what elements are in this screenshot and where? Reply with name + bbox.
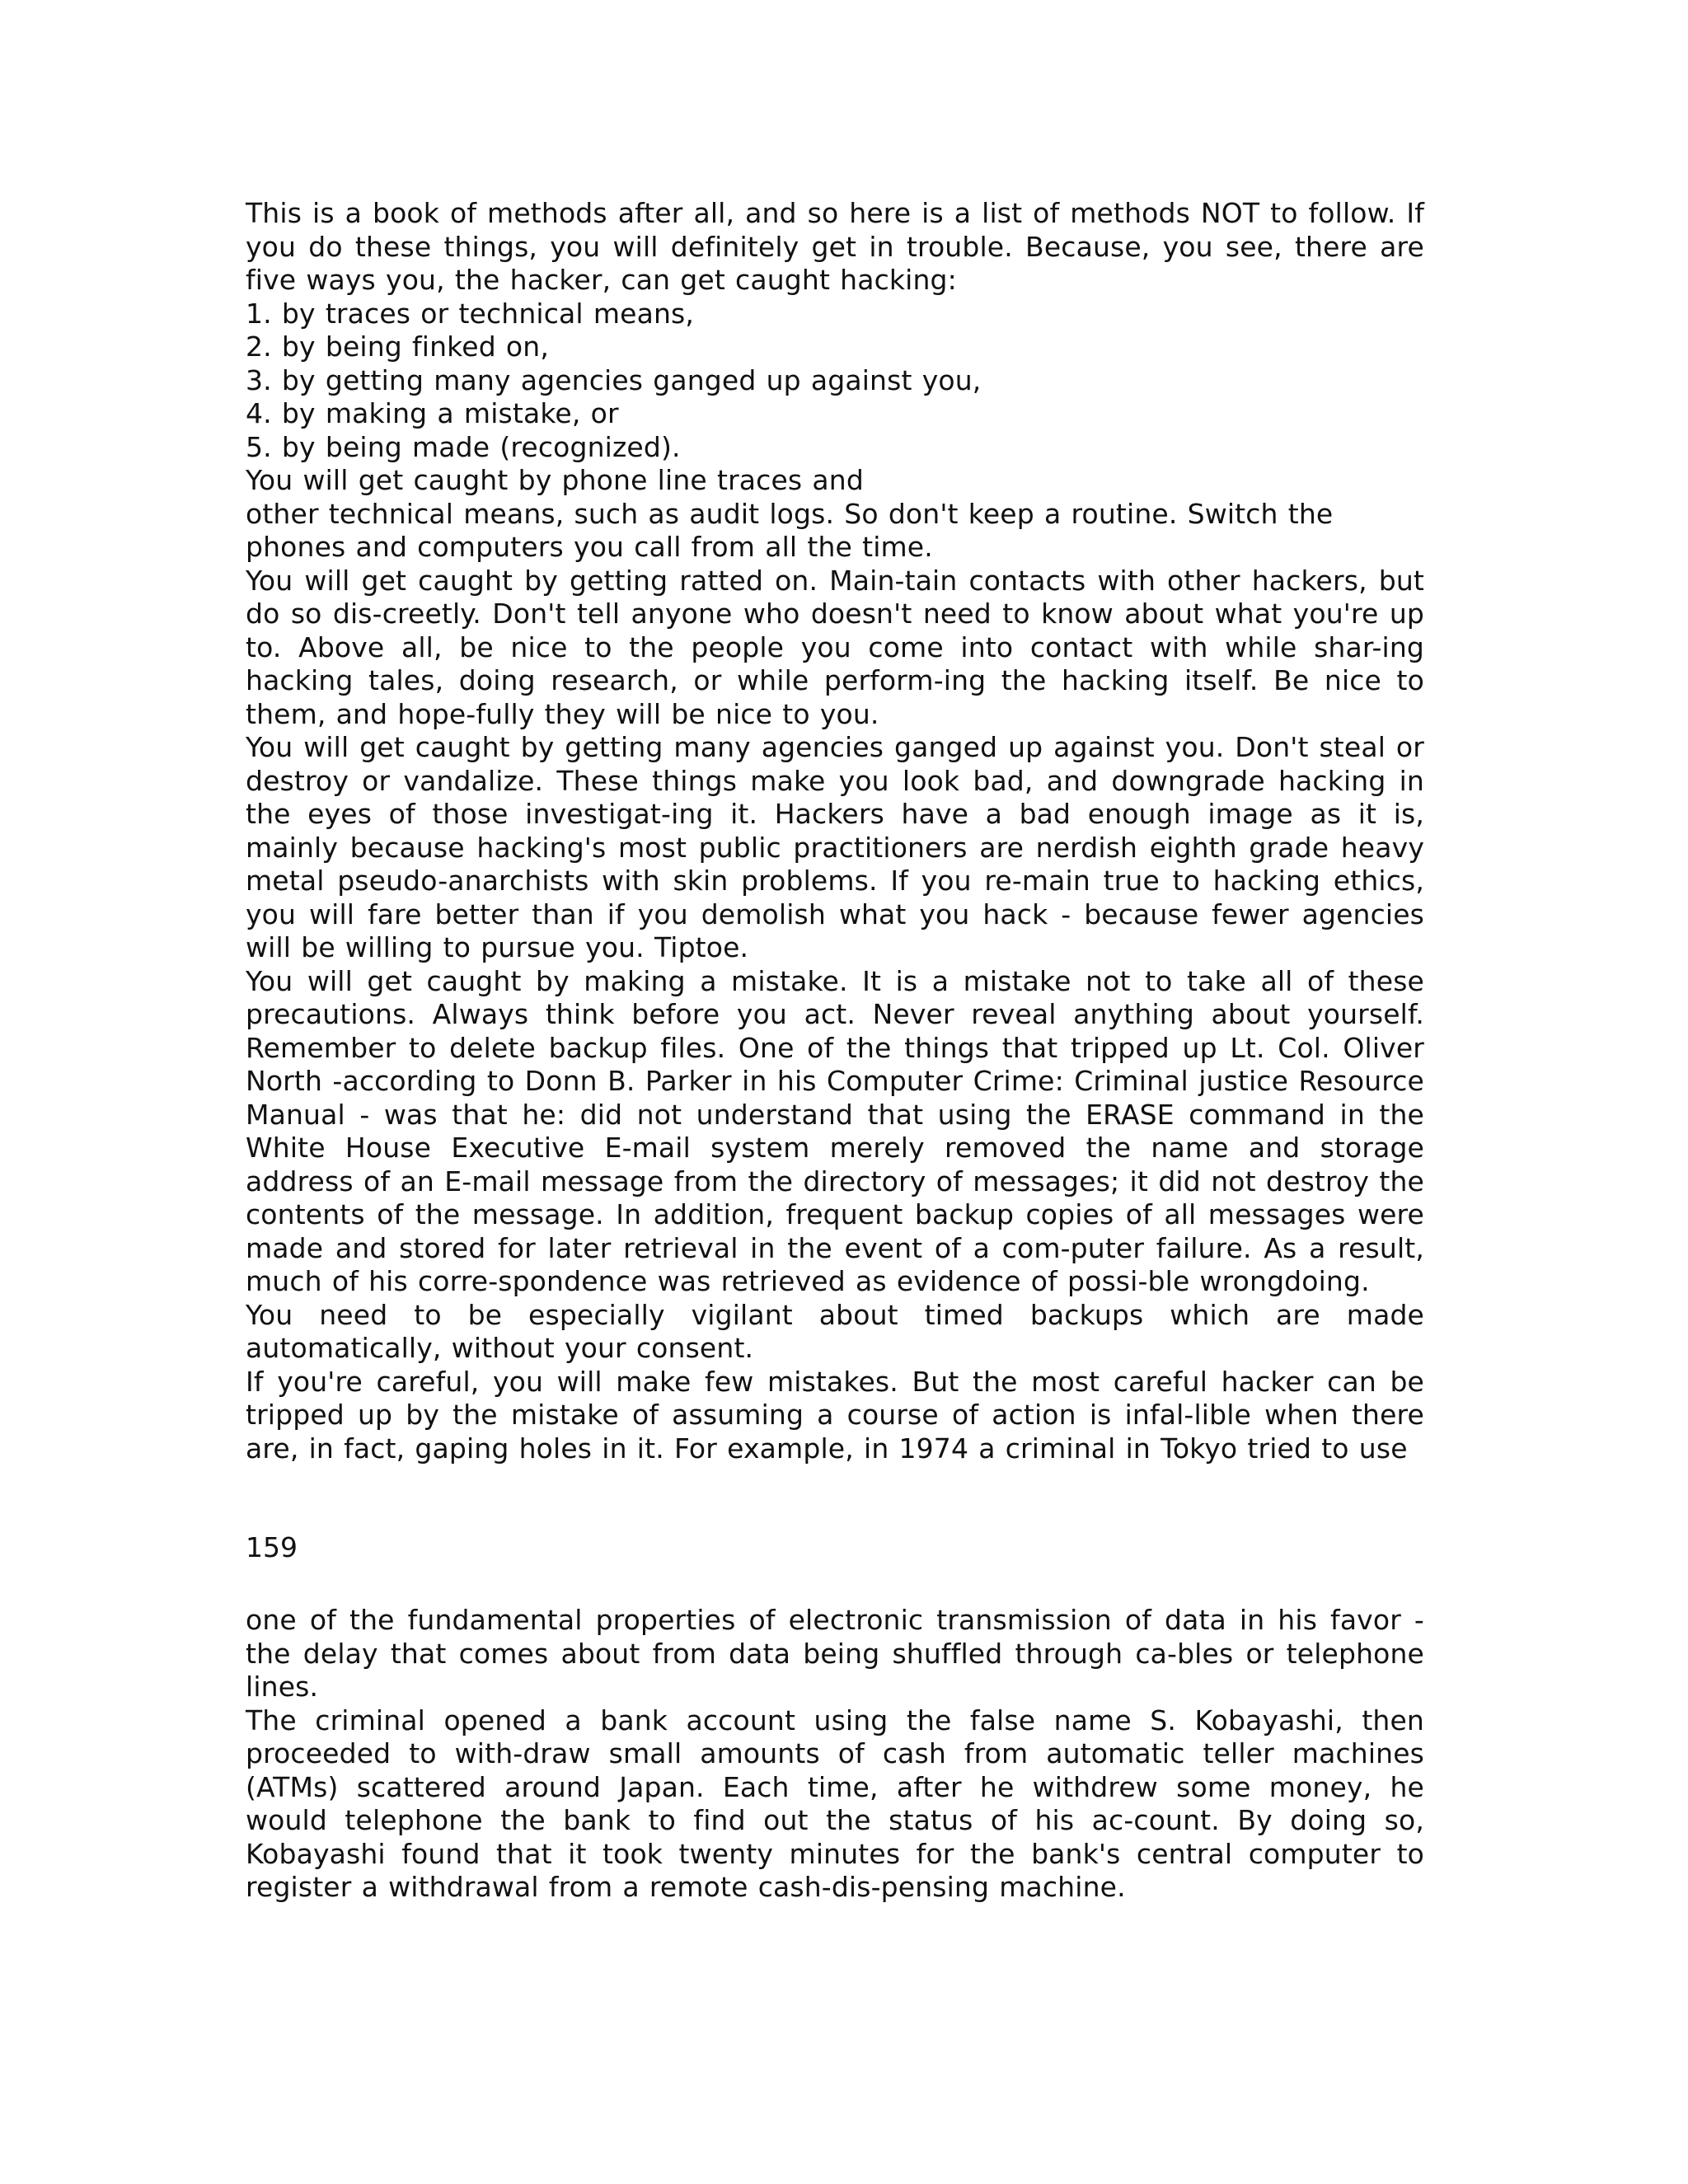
- kobayashi-paragraph: The criminal opened a bank account using the false name S. Kobayashi, then proceeded to with-draw small amounts of cash from automatic teller machines (ATMs) scattered around Japan. Each time, after he withdrew some money, he would telephone the bank to find out the status of his ac-count. By doing so, Kobayashi found that it took twenty minutes for the bank's central computer to register a withdrawal from a remote cash-dis-pensing machine.: [246, 1704, 1424, 1903]
- vigilant-paragraph: You need to be especially vigilant about timed backups which are made automatically, without your consent.: [246, 1298, 1424, 1364]
- mistake-paragraph: You will get caught by making a mistake. It is a mistake not to take all of these precautions. Always think before you act. Never reveal anything about yourself. Remember to delete backup files. One of the things that tripped up Lt. Col. Oliver North -according to Donn B. Parker in his Computer Crime: Criminal justice Resource Manual - was that he: did not understand that using the ERASE command in the White House Executive E-mail system merely removed the name and storage address of an E-mail message from the directory of messages; it did not destroy the contents of the message. In addition, frequent backup copies of all messages were made and stored for later retrieval in the event of a com-puter failure. As a result, much of his corre-spondence was retrieved as evidence of possi-ble wrongdoing.: [246, 964, 1424, 1297]
- careful-paragraph: If you're careful, you will make few mistakes. But the most careful hacker can be tripped up by the mistake of assuming a course of action is infal-lible when there are, in fact, gaping holes in it. For example, in 1974 a criminal in Tokyo tried to use: [246, 1365, 1424, 1465]
- list-item: 3. by getting many agencies ganged up against you,: [246, 363, 982, 396]
- list-item: 4. by making a mistake, or: [246, 397, 619, 429]
- list-item: 1. by traces or technical means,: [246, 297, 695, 330]
- traces-heading-line: You will get caught by phone line traces and: [246, 464, 864, 496]
- page-number: 159: [246, 1531, 298, 1563]
- intro-paragraph: This is a book of methods after all, and so here is a list of methods NOT to follow. If you do these things, you will definitely get in trouble. Because, you see, there are five ways you, the hacker, can get caught hacking:: [246, 197, 1424, 296]
- list-item: 2. by being finked on,: [246, 330, 549, 363]
- text-block-lower: [246, 1604, 1424, 1905]
- continuation-paragraph: one of the fundamental properties of electronic transmission of data in his favor - the delay that comes about from data being shuffled through ca-bles or telephone lines.: [246, 1604, 1424, 1703]
- ratted-paragraph: You will get caught by getting ratted on. Main-tain contacts with other hackers, but do so dis-creetly. Don't tell anyone who doesn't need to know about what you're up to. Above all, be nice to the people you come into contact with while shar-ing hacking tales, doing research, or while perform-ing the hacking itself. Be nice to them, and hope-fully they will be nice to you.: [246, 564, 1424, 730]
- list-item: 5. by being made (recognized).: [246, 430, 681, 463]
- traces-paragraph: other technical means, such as audit logs. So don't keep a routine. Switch the phones and computers you call from all the time.: [246, 497, 1334, 563]
- agencies-paragraph: You will get caught by getting many agencies ganged up against you. Don't steal or destroy or vandalize. These things make you look bad, and downgrade hacking in the eyes of those investigat-ing it. Hackers have a bad enough image as it is, mainly because hacking's most public practitioners are nerdish eighth grade heavy metal pseudo-anarchists with skin problems. If you re-main true to hacking ethics, you will fare better than if you demolish what you hack - because fewer agencies will be willing to pursue you. Tiptoe.: [246, 731, 1424, 963]
- text-block-upper: [246, 197, 1424, 1465]
